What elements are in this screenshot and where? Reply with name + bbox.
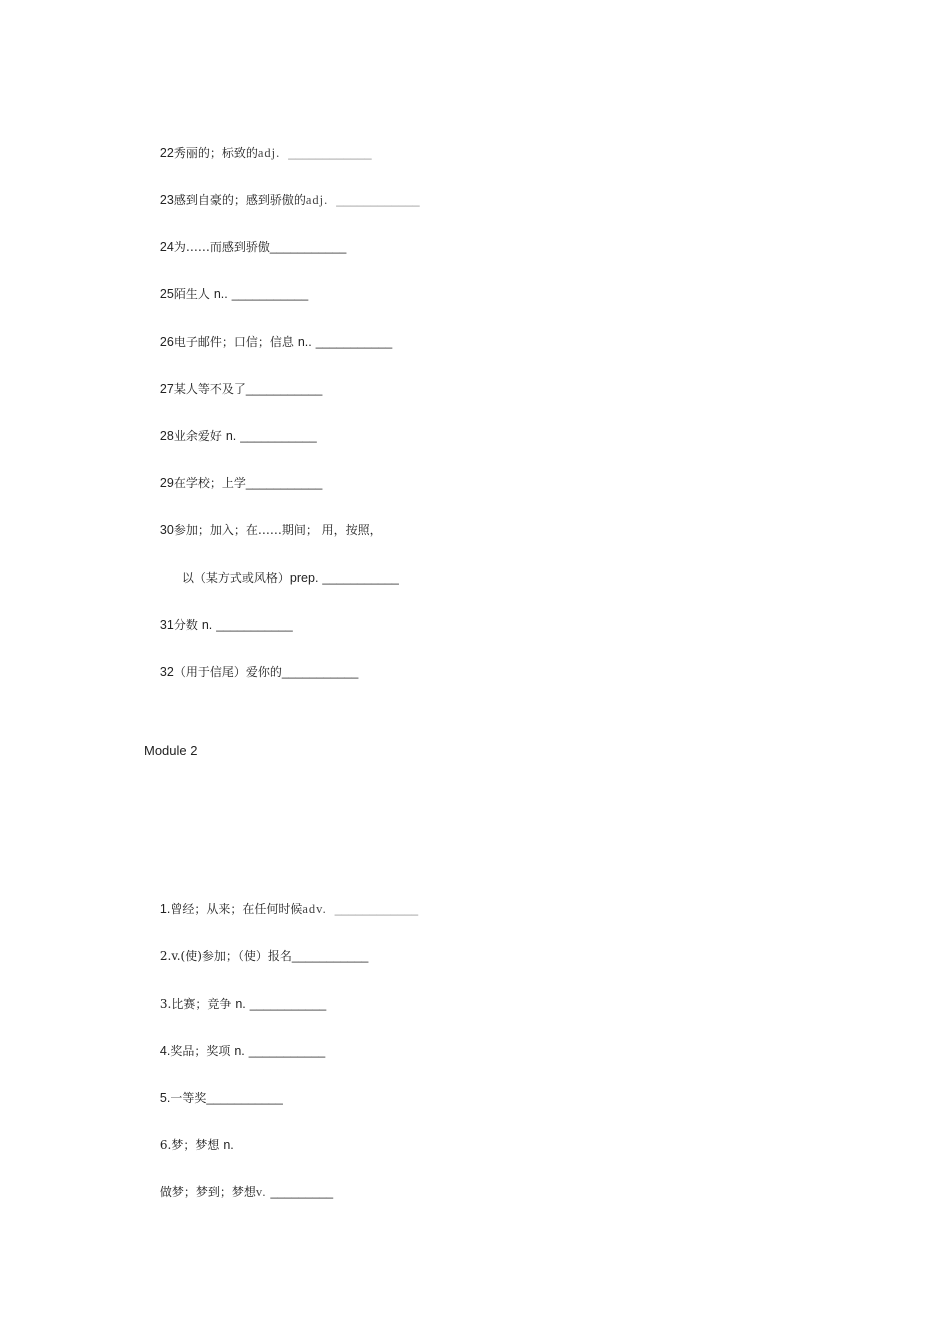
vocab-item-32 bbox=[144, 648, 358, 696]
item-number: 26 bbox=[159, 335, 174, 349]
item-meaning: 分数 bbox=[173, 618, 198, 632]
item-meaning: 梦；梦想 bbox=[171, 1138, 220, 1152]
item-meaning: 在学校；上学 bbox=[173, 476, 246, 490]
answer-blank: ___________ bbox=[206, 1091, 283, 1105]
item-pos: n. bbox=[201, 618, 213, 632]
section-heading: Module 2 bbox=[144, 743, 198, 758]
answer-blank: ____________ bbox=[336, 193, 420, 207]
item-number: 3. bbox=[159, 997, 172, 1011]
item-pos: v. bbox=[255, 1185, 267, 1199]
item-pos: adj. bbox=[257, 146, 281, 160]
item-number: 5. bbox=[159, 1091, 171, 1105]
item-number: 29 bbox=[159, 476, 174, 490]
vocab-item-30 bbox=[144, 506, 382, 554]
answer-blank: ___________ bbox=[269, 240, 347, 254]
vocab-item-23 bbox=[144, 176, 420, 224]
item-number: 22 bbox=[159, 146, 174, 160]
vocab-item-25 bbox=[144, 270, 308, 318]
item-pos: adj. bbox=[305, 193, 329, 207]
item-pos: prep. bbox=[289, 571, 319, 585]
answer-blank: ___________ bbox=[281, 665, 359, 679]
item-meaning: 秀丽的；标致的 bbox=[173, 146, 258, 160]
item-meaning: 以（某方式或风格） bbox=[181, 571, 290, 585]
item-number: 31 bbox=[159, 618, 174, 632]
item-number: 32 bbox=[159, 665, 174, 679]
vocab-item-m2-3 bbox=[144, 980, 326, 1028]
item-number: 6. bbox=[159, 1138, 172, 1152]
vocab-item-26 bbox=[144, 318, 392, 366]
vocab-item-m2-1 bbox=[144, 885, 418, 933]
item-meaning: 曾经；从来；在任何时候 bbox=[170, 902, 303, 916]
answer-blank: ___________ bbox=[315, 335, 393, 349]
answer-blank: ___________ bbox=[291, 949, 369, 963]
item-pos: n.. bbox=[297, 335, 312, 349]
vocab-item-31 bbox=[144, 601, 293, 649]
item-meaning: 业余爱好 bbox=[173, 429, 222, 443]
vocab-item-27 bbox=[144, 365, 322, 413]
item-meaning: 参加；加入；在……期间； 用，按照， bbox=[173, 523, 382, 537]
item-meaning: v.(使)参加；（使）报名 bbox=[171, 949, 292, 963]
answer-blank: ____________ bbox=[288, 146, 372, 160]
item-pos: adv. bbox=[302, 902, 327, 916]
item-pos: n. bbox=[223, 1138, 234, 1152]
vocab-item-m2-6 bbox=[144, 1121, 234, 1169]
vocab-item-m2-5 bbox=[144, 1074, 283, 1122]
item-meaning: 某人等不及了 bbox=[173, 382, 246, 396]
item-pos: n.. bbox=[213, 287, 228, 301]
vocab-item-m2-2 bbox=[144, 932, 368, 980]
item-meaning: 电子邮件；口信；信息 bbox=[173, 335, 294, 349]
item-number: 27 bbox=[159, 382, 174, 396]
vocab-item-m2-4 bbox=[144, 1027, 325, 1075]
vocab-item-29 bbox=[144, 459, 322, 507]
item-meaning: （用于信尾）爱你的 bbox=[173, 665, 282, 679]
answer-blank: _________ bbox=[270, 1185, 334, 1199]
answer-blank: ___________ bbox=[216, 618, 293, 632]
item-number: 25 bbox=[159, 287, 174, 301]
item-number: 24 bbox=[159, 240, 174, 254]
item-number: 2. bbox=[159, 949, 172, 963]
item-number: 1. bbox=[159, 902, 171, 916]
vocab-item-30-continued bbox=[166, 554, 399, 602]
answer-blank: ___________ bbox=[245, 476, 323, 490]
answer-blank: ___________ bbox=[231, 287, 309, 301]
item-pos: n. bbox=[234, 1044, 245, 1058]
item-pos: n. bbox=[225, 429, 237, 443]
vocab-item-22 bbox=[144, 129, 372, 177]
answer-blank: ____________ bbox=[334, 902, 419, 916]
item-number: 23 bbox=[159, 193, 174, 207]
item-meaning: 感到自豪的；感到骄傲的 bbox=[173, 193, 306, 207]
answer-blank: ___________ bbox=[245, 382, 323, 396]
answer-blank: ___________ bbox=[322, 571, 399, 585]
item-meaning: 陌生人 bbox=[173, 287, 210, 301]
item-number: 4. bbox=[159, 1044, 171, 1058]
item-meaning: 奖品；奖项 bbox=[170, 1044, 231, 1058]
item-meaning: 做梦；梦到；梦想 bbox=[159, 1185, 256, 1199]
item-meaning: 一等奖 bbox=[170, 1091, 207, 1105]
vocab-item-24 bbox=[144, 223, 346, 271]
answer-blank: ___________ bbox=[240, 429, 317, 443]
answer-blank: ___________ bbox=[248, 1044, 326, 1058]
vocab-item-28 bbox=[144, 412, 317, 460]
item-pos: n. bbox=[235, 997, 246, 1011]
item-number: 30 bbox=[159, 523, 174, 537]
item-meaning: 比赛；竞争 bbox=[171, 997, 232, 1011]
item-meaning: 为……而感到骄傲 bbox=[173, 240, 270, 254]
vocab-item-m2-6-verb bbox=[144, 1168, 333, 1216]
answer-blank: ___________ bbox=[249, 997, 327, 1011]
item-number: 28 bbox=[159, 429, 174, 443]
